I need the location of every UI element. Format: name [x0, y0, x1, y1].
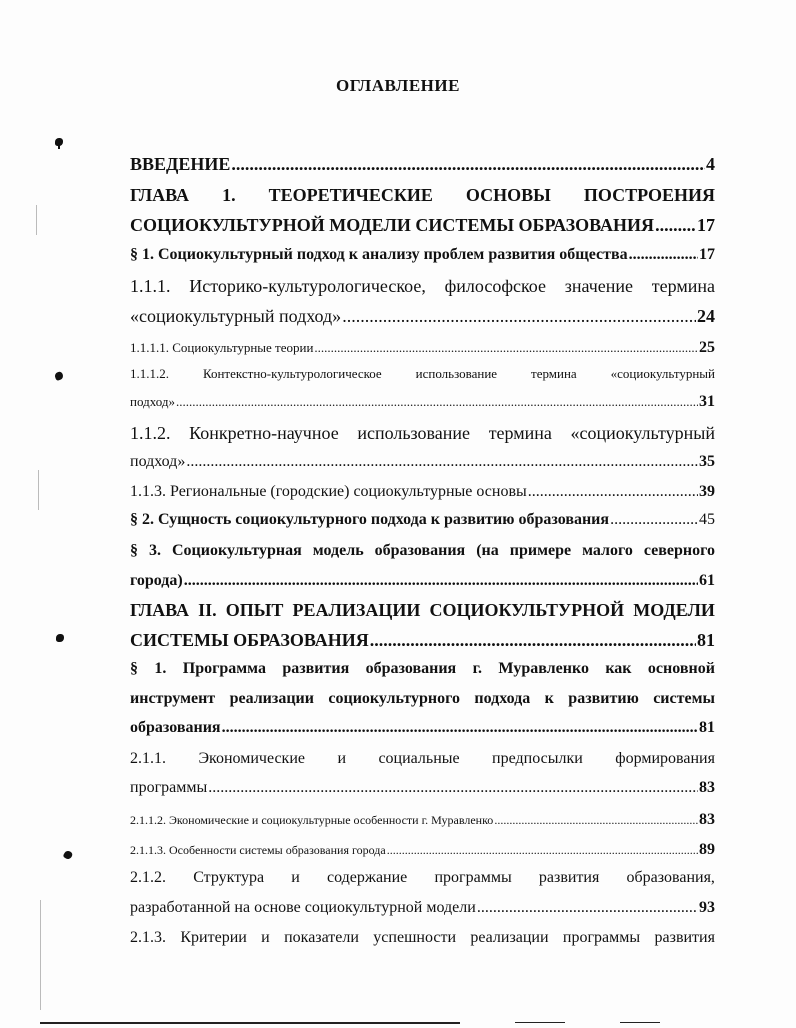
- toc-entry[interactable]: ГЛАВА 1. ТЕОРЕТИЧЕСКИЕ ОСНОВЫ ПОСТРОЕНИЯ: [130, 185, 715, 205]
- toc-entry[interactable]: подход» ..... 35: [130, 453, 715, 471]
- toc-entry[interactable]: ВВЕДЕНИЕ ..... 4: [130, 154, 715, 175]
- toc-entry[interactable]: § 1. Социокультурный подход к анализу проблем развития общества ..... 17: [130, 246, 715, 264]
- scan-bottom-edge: [515, 1022, 565, 1023]
- binding-hole-mark: [54, 371, 64, 381]
- toc-entry[interactable]: СОЦИОКУЛЬТУРНОЙ МОДЕЛИ СИСТЕМЫ ОБРАЗОВАНИЯ ..... 17: [130, 215, 715, 236]
- toc-entry[interactable]: программы ..... 83: [130, 779, 715, 797]
- toc-entry[interactable]: подход» ..... 31: [130, 393, 715, 411]
- toc-entry[interactable]: 1.1.1. Историко-культурологическое, философское значение термина: [130, 276, 715, 296]
- toc-entry[interactable]: § 1. Программа развития образования г. Муравленко как основной: [130, 660, 715, 677]
- scan-margin-line: [36, 205, 37, 235]
- toc-entry[interactable]: 1.1.1.1. Социокультурные теории ..... 25: [130, 339, 715, 357]
- toc-entry[interactable]: инструмент реализации социокультурного подхода к развитию системы: [130, 690, 715, 707]
- binding-hole-mark: [56, 634, 64, 642]
- toc-entry[interactable]: § 2. Сущность социокультурного подхода к развитию образования ..... 45: [130, 511, 715, 529]
- toc-entry[interactable]: 2.1.1. Экономические и социальные предпосылки формирования: [130, 750, 715, 767]
- toc-entry[interactable]: ГЛАВА II. ОПЫТ РЕАЛИЗАЦИИ СОЦИОКУЛЬТУРНОЙ МОДЕЛИ: [130, 600, 715, 620]
- toc-entry[interactable]: 1.1.1.2. Контекстно-культурологическое использование термина «социокультурный: [130, 366, 715, 381]
- toc-entry[interactable]: 1.1.2. Конкретно-научное использование термина «социокультурный: [130, 423, 715, 443]
- toc-entry[interactable]: 2.1.3. Критерии и показатели успешности реализации программы развития: [130, 929, 715, 946]
- toc-entry[interactable]: 1.1.3. Региональные (городские) социокультурные основы ..... 39: [130, 483, 715, 501]
- scan-bottom-edge: [620, 1022, 660, 1023]
- binding-hole-mark: [55, 138, 63, 146]
- toc-entry[interactable]: образования ..... 81: [130, 719, 715, 737]
- toc-entry[interactable]: города) ..... 61: [130, 572, 715, 590]
- toc-entry[interactable]: 2.1.1.2. Экономические и социокультурные особенности г. Муравленко ..... 83: [130, 811, 715, 829]
- toc-entry[interactable]: 2.1.1.3. Особенности системы образования города ..... 89: [130, 841, 715, 859]
- page-title: ОГЛАВЛЕНИЕ: [336, 76, 460, 95]
- toc-entry[interactable]: § 3. Социокультурная модель образования (на примере малого северного: [130, 542, 715, 559]
- toc-entry[interactable]: СИСТЕМЫ ОБРАЗОВАНИЯ ..... 81: [130, 630, 715, 651]
- toc-entry[interactable]: «социокультурный подход» ..... 24: [130, 306, 715, 327]
- toc-entry[interactable]: 2.1.2. Структура и содержание программы развития образования,: [130, 869, 715, 886]
- scan-bottom-edge: [40, 1022, 460, 1024]
- scan-margin-line: [38, 470, 39, 510]
- toc-entry[interactable]: разработанной на основе социокультурной модели ..... 93: [130, 899, 715, 917]
- scan-margin-line: [40, 900, 41, 1010]
- binding-hole-mark: [63, 850, 74, 861]
